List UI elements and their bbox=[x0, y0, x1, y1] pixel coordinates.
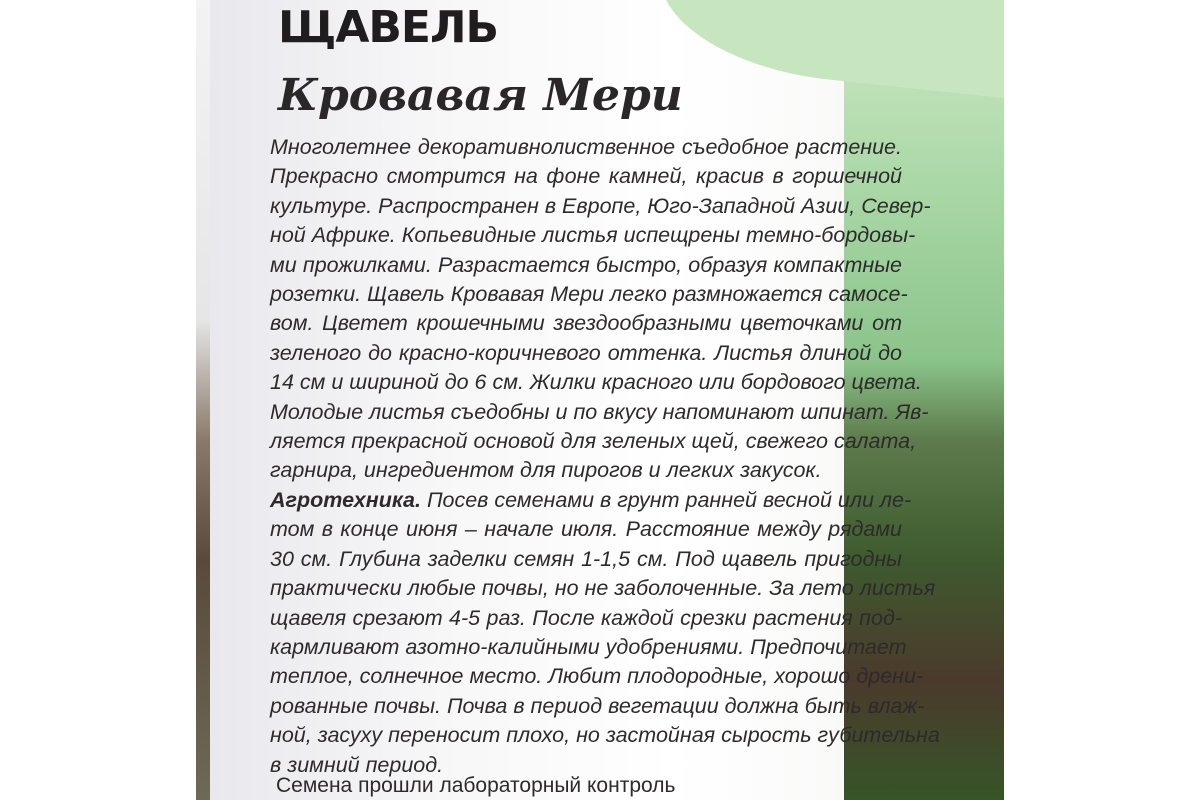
agro-line: щавеля срезают 4-5 раз. После каждой срезки растения под- bbox=[270, 605, 902, 630]
description-line: культуре. Распространен в Европе, Юго-Западной Азии, Север- bbox=[270, 193, 931, 218]
agro-line bbox=[270, 486, 912, 515]
agro-first-line: Посев семенами в грунт ранней весной или ле- bbox=[426, 487, 912, 512]
description-line: 14 см и шириной до 6 см. Жилки красного или бордового цвета. bbox=[270, 370, 922, 395]
description-line: Многолетнее декоративнолиственное съедобное растение. bbox=[270, 135, 902, 159]
description-line: Молодые листья съедобны и по вкусу напоминают шпинат. Яв- bbox=[270, 399, 929, 424]
agro-label: Агротехника. bbox=[270, 487, 421, 512]
agro-line: кармливают азотно-калийными удобрениями. Предпочитает bbox=[270, 634, 907, 659]
agro-line: в зимний период. bbox=[270, 752, 444, 777]
description-line: ляется прекрасной основой для зеленых щей, свежего салата, bbox=[270, 429, 917, 454]
agro-line: 30 см. Глубина заделки семян 1-1,5 см. Под щавель пригодны bbox=[270, 546, 902, 571]
description-line: Прекрасно смотрится на фоне камней, красив в горшечной bbox=[270, 164, 902, 189]
agro-line: практически любые почвы, но не заболоченные. За лето листья bbox=[270, 576, 936, 601]
description-line: ной Африке. Копьевидные листья испещрены темно-бордовы- bbox=[270, 223, 916, 248]
variety-name: Кровавая Мери bbox=[278, 70, 683, 121]
description-line: ми прожилками. Разрастается быстро, образуя компактные bbox=[270, 252, 902, 277]
agro-line: рованные почвы. Почва в период вегетации должна быть влаж- bbox=[270, 693, 925, 718]
description-line: розетки. Щавель Кровавая Мери легко размножается самосе- bbox=[270, 282, 908, 307]
description-block bbox=[270, 133, 940, 780]
agro-line: теплое, солнечное место. Любит плодородные, хорошо дрени- bbox=[270, 664, 924, 689]
agro-line: ной, засуху переносит плохо, но застойная сырость губительна bbox=[270, 723, 940, 748]
page-title: ЩАВЕЛЬ bbox=[278, 2, 499, 53]
packet-left-edge-image bbox=[196, 0, 210, 800]
description-line: зеленого до красно-коричневого оттенка. Листья длиной до bbox=[270, 340, 902, 365]
description-line: гарнира, ингредиентом для пирогов и легких закусок. bbox=[270, 458, 822, 483]
agro-line: том в конце июня – начале июля. Расстояние между рядами bbox=[270, 517, 902, 542]
lab-control-note: Семена прошли лабораторный контроль bbox=[276, 774, 676, 797]
description-line: вом. Цветет крошечными звездообразными цветочками от bbox=[270, 311, 902, 336]
